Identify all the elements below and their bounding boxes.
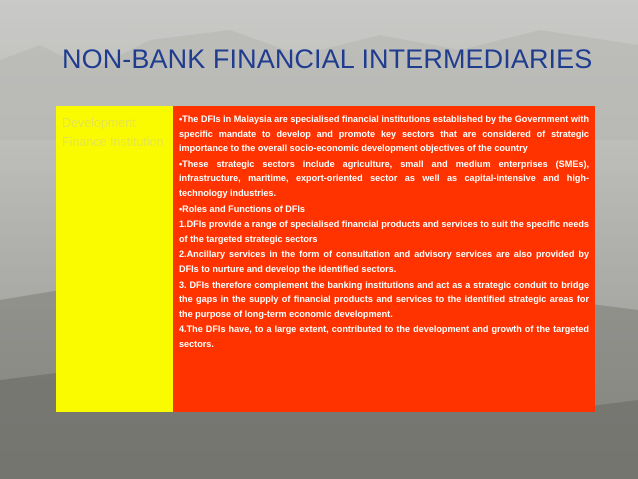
paragraph: 4.The DFIs have, to a large extent, contributed to the development and growth of the targeted sectors.	[179, 324, 589, 349]
content-table	[56, 106, 595, 412]
paragraph: •Roles and Functions of DFIs	[179, 203, 305, 214]
paragraph: 1.DFIs provide a range of specialised financial products and services to suit the specific needs of the targeted strategic sectors	[179, 219, 589, 244]
paragraph: •The DFIs in Malaysia are specialised financial institutions established by the Government with specific mandate to develop and promote key sectors that are considered of strategic importance to the overall socio-economic development objectives of the country	[179, 114, 589, 154]
row-label-cell	[56, 106, 173, 412]
row-label: Development Finance Institution	[62, 116, 164, 149]
content-cell	[173, 106, 595, 412]
paragraph: •These strategic sectors include agriculture, small and medium enterprises (SMEs), infrastructure, maritime, export-oriented sector as well as capital-intensive and high-technology industries.	[179, 158, 589, 198]
paragraph: 3. DFIs therefore complement the banking institutions and act as a strategic conduit to bridge the gaps in the supply of financial products and services to the identified strategic areas for the purpose of long-term economic development.	[179, 279, 589, 319]
slide-title: NON-BANK FINANCIAL INTERMEDIARIES	[62, 44, 593, 74]
paragraph: 2.Ancillary services in the form of consultation and advisory services are also provided by DFIs to nurture and develop the identified sectors.	[179, 249, 589, 274]
